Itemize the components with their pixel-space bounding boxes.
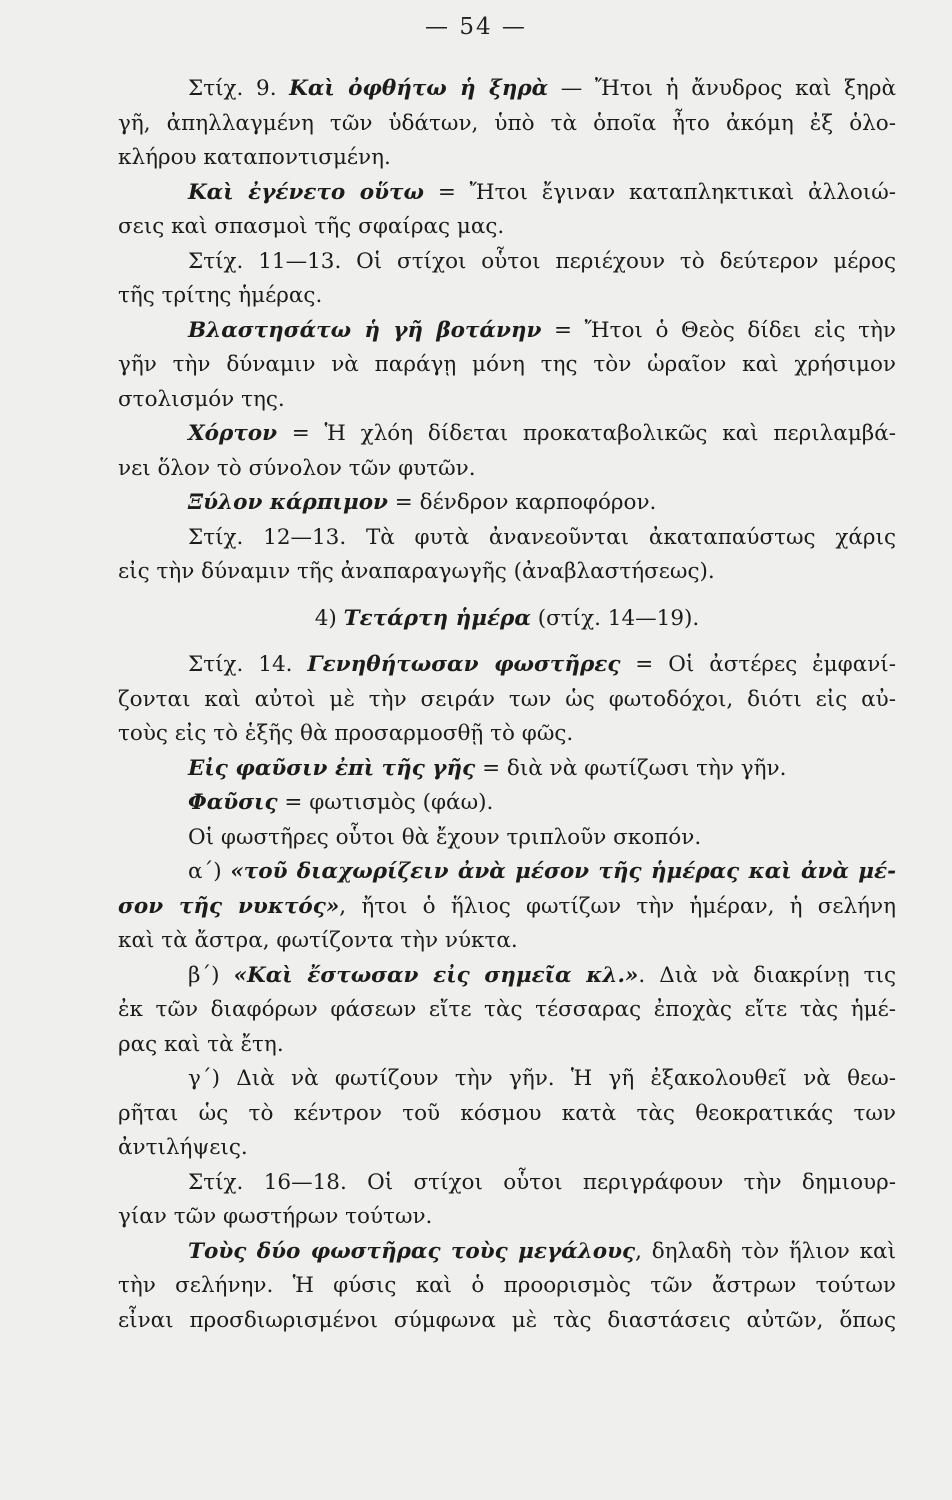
text-line-33: γίαν τῶν φωστήρων τούτων.	[118, 1204, 433, 1229]
text-line-7: τῆς τρίτης ἡμέρας.	[118, 283, 323, 308]
text-line-34: Τοὺς δύο φωστῆρας τοὺς μεγάλους, δηλαδὴ τὸν ἥλιον καὶ	[188, 1238, 896, 1264]
text-line-10: στολισμόν της.	[118, 386, 285, 412]
text-line-28: ρας καὶ τὰ ἔτη.	[118, 1031, 284, 1057]
text-line-36: εἶναι προσδιωρισμένοι σύμφωνα μὲ τὰς διαστάσεις αὐτῶν, ὅπως	[118, 1307, 896, 1333]
text-line-31: ἀντιλήψεις.	[118, 1135, 248, 1160]
text-line-21: Φαῦσις = φωτισμὸς (φάω).	[188, 790, 494, 815]
text-line-30: ρῆται ὡς τὸ κέντρον τοῦ κόσμου κατὰ τὰς θεοκρατικάς των	[118, 1100, 896, 1126]
text-line-32: Στίχ. 16—18. Οἱ στίχοι οὗτοι περιγράφουν τὴν δημιουρ-	[188, 1169, 896, 1195]
text-line-11: Χόρτον = Ἡ χλόη δίδεται προκαταβολικῶς καὶ περιλαμβά-	[188, 421, 896, 446]
section-spacer	[118, 590, 896, 602]
text-line-24: σον τῆς νυκτός», ἤτοι ὁ ἥλιος φωτίζων τὴν ἡμέραν, ἡ σελήνη	[118, 893, 896, 919]
text-line-3: κλήρου καταποντισμένη.	[118, 145, 391, 170]
text-line-5: σεις καὶ σπασμοὶ τῆς σφαίρας μας.	[118, 214, 505, 239]
text-line-29: γ΄) Διὰ νὰ φωτίζουν τὴν γῆν. Ἡ γῆ ἐξακολουθεῖ νὰ θεω-	[188, 1066, 896, 1091]
text-line-35: τὴν σελήνην. Ἡ φύσις καὶ ὁ προορισμὸς τῶν ἄστρων τούτων	[118, 1273, 896, 1298]
text-line-6: Στίχ. 11—13. Οἱ στίχοι οὗτοι περιέχουν τὸ δεύτερον μέρος	[188, 248, 896, 274]
text-line-15: εἰς τὴν δύναμιν τῆς ἀναπαραγωγῆς (ἀναβλαστήσεως).	[118, 559, 715, 584]
text-line-17: Στίχ. 14. Γενηθήτωσαν φωστῆρες = Οἱ ἀστέρες ἐμφανί-	[188, 652, 896, 677]
text-line-23: α΄) «τοῦ διαχωρίζειν ἀνὰ μέσον τῆς ἡμέρας καὶ ἀνὰ μέ-	[188, 859, 896, 884]
text-line-27: ἐκ τῶν διαφόρων φάσεων εἴτε τὰς τέσσαρας ἐποχὰς εἴτε τὰς ἡμέ-	[118, 997, 896, 1022]
text-line-12: νει ὅλον τὸ σύνολον τῶν φυτῶν.	[118, 455, 476, 481]
text-line-9: γῆν τὴν δύναμιν νὰ παράγῃ μόνη της τὸν ὡραῖον καὶ χρήσιμον	[118, 352, 896, 377]
text-line-4: Καὶ ἐγένετο οὕτω = Ἤτοι ἔγιναν καταπληκτικαὶ ἀλλοιώ-	[188, 179, 896, 205]
text-line-20: Εἰς φαῦσιν ἐπὶ τῆς γῆς = διὰ νὰ φωτίζωσι τὴν γῆν.	[188, 755, 787, 781]
body-text	[118, 72, 896, 1338]
text-line-22: Οἱ φωστῆρες οὗτοι θὰ ἔχουν τριπλοῦν σκοπόν.	[188, 824, 702, 850]
text-line-19: τοὺς εἰς τὸ ἑξῆς θὰ προσαρμοσθῇ τὸ φῶς.	[118, 721, 574, 746]
text-line-14: Στίχ. 12—13. Τὰ φυτὰ ἀνανεοῦνται ἀκαταπαύστως χάρις	[188, 524, 896, 550]
text-line-13: Ξύλον κάρπιμον = δένδρον καρποφόρον.	[188, 490, 657, 515]
page-number: — 54 —	[425, 14, 527, 40]
text-line-8: Βλαστησάτω ἡ γῆ βοτάνην = Ἤτοι ὁ Θεὸς δίδει εἰς τὴν	[188, 317, 896, 343]
text-line-26: β΄) «Καὶ ἔστωσαν εἰς σημεῖα κλ.». Διὰ νὰ διακρίνῃ τις	[188, 962, 896, 988]
text-line-25: καὶ τὰ ἄστρα, φωτίζοντα τὴν νύκτα.	[118, 928, 518, 953]
section-heading: 4) Τετάρτη ἡμέρα (στίχ. 14—19).	[314, 605, 700, 631]
text-line-2: γῆ, ἀπηλλαγμένη τῶν ὑδάτων, ὑπὸ τὰ ὁποῖα ἦτο ἀκόμη ἐξ ὁλο-	[118, 110, 896, 136]
text-line-18: ζονται καὶ αὐτοὶ μὲ τὴν σειράν των ὡς φωτοδόχοι, διότι εἰς αὐ-	[118, 686, 896, 712]
text-line-1: Στίχ. 9. Καὶ ὀφθήτω ἡ ξηρὰ — Ἤτοι ἡ ἄνυδρος καὶ ξηρὰ	[188, 76, 896, 101]
section-spacer	[118, 636, 896, 648]
